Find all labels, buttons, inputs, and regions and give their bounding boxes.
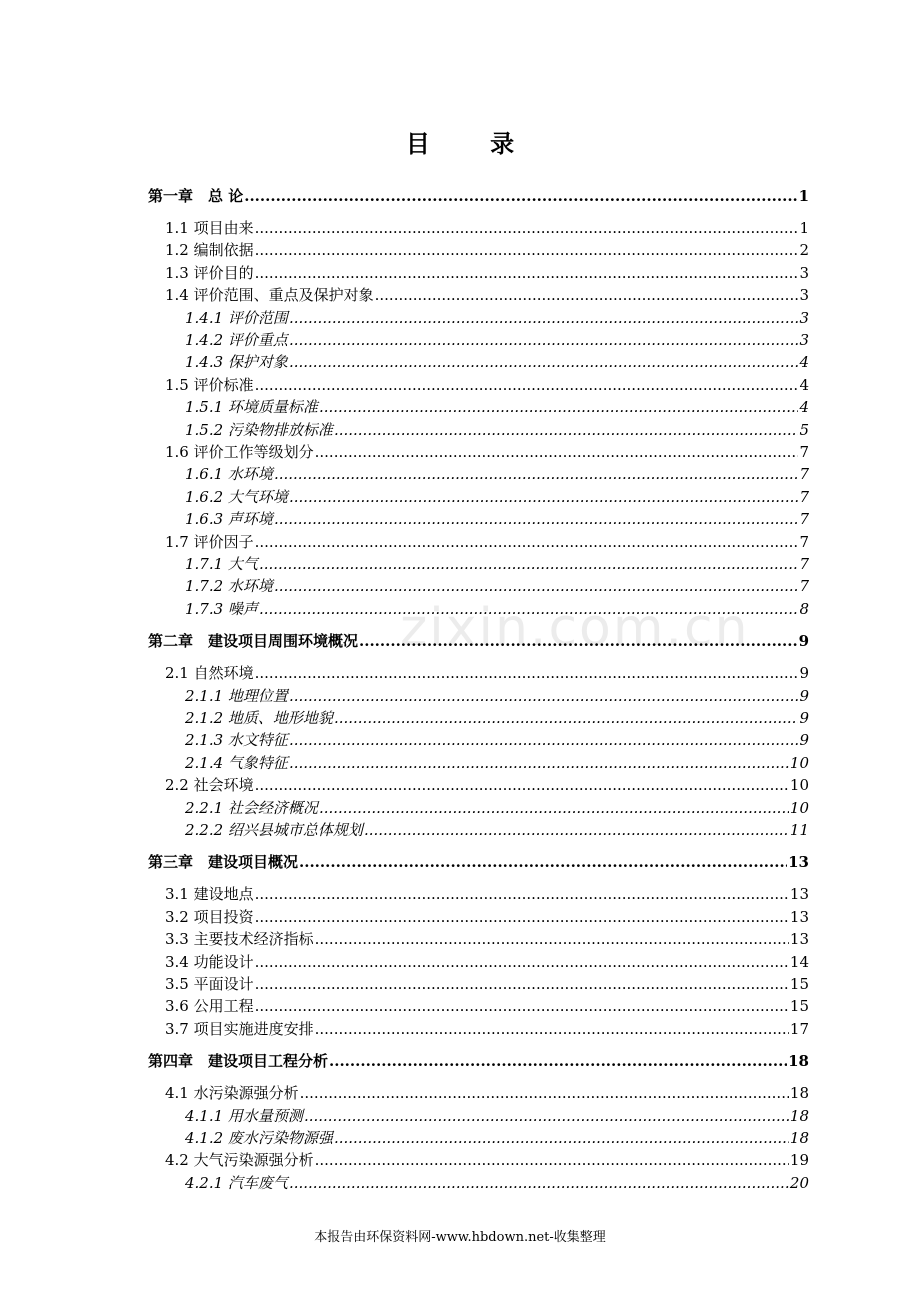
toc-subsection-entry[interactable] — [185, 487, 809, 507]
toc-page-number: 10 — [789, 776, 809, 795]
toc-page-number: 15 — [789, 975, 809, 993]
toc-page-number: 18 — [789, 1106, 809, 1125]
toc-section-entry[interactable] — [165, 442, 809, 462]
toc-entry-title: 2.1.2 地质、地形地貌 — [185, 709, 333, 727]
toc-subsection-entry[interactable] — [185, 330, 809, 350]
toc-leader-dots — [364, 820, 789, 840]
toc-page-number: 17 — [789, 1019, 809, 1038]
toc-leader-dots — [300, 1083, 789, 1103]
toc-entry-title: 第三章 建设项目概况 — [148, 853, 299, 872]
toc-chapter-entry[interactable] — [148, 631, 809, 651]
toc-leader-dots — [334, 1128, 789, 1148]
toc-page-number: 7 — [799, 555, 809, 573]
toc-leader-dots — [255, 974, 789, 994]
toc-leader-dots — [289, 308, 799, 328]
toc-entry-title: 3.3 主要技术经济指标 — [165, 930, 314, 949]
toc-page-number: 18 — [788, 1052, 809, 1071]
toc-leader-dots — [259, 599, 799, 619]
toc-leader-dots — [319, 798, 789, 818]
toc-entry-title: 4.1 水污染源强分析 — [165, 1084, 299, 1103]
toc-entry-title: 1.4.3 保护对象 — [185, 353, 288, 372]
toc-subsection-entry[interactable] — [185, 420, 809, 440]
toc-leader-dots — [255, 263, 799, 283]
toc-section-entry[interactable] — [165, 884, 809, 904]
toc-leader-dots — [299, 852, 787, 872]
toc-entry-title: 2.2 社会环境 — [165, 776, 254, 795]
toc-leader-dots — [334, 708, 799, 728]
toc-section-entry[interactable] — [165, 285, 809, 305]
toc-subsection-entry[interactable] — [185, 397, 809, 417]
toc-entry-title: 第二章 建设项目周围环境概况 — [148, 632, 359, 651]
toc-subsection-entry[interactable] — [185, 576, 809, 596]
toc-leader-dots — [359, 631, 798, 651]
toc-entry-title: 1.6 评价工作等级划分 — [165, 443, 314, 461]
watermark: zixin.com.cn — [400, 598, 750, 658]
toc-entry-title: 4.1.2 废水污染物源强 — [185, 1129, 333, 1147]
toc-entry-title: 1.7.2 水环境 — [185, 577, 273, 596]
toc-leader-dots — [289, 730, 799, 750]
toc-page-number: 7 — [799, 443, 809, 461]
toc-section-entry[interactable] — [165, 1150, 809, 1170]
toc-entry-title: 2.2.2 绍兴县城市总体规划 — [185, 821, 363, 839]
toc-entry-title: 1.3 评价目的 — [165, 263, 254, 282]
toc-subsection-entry[interactable] — [185, 509, 809, 529]
toc-entry-title: 4.2 大气污染源强分析 — [165, 1151, 314, 1170]
toc-leader-dots — [304, 1106, 789, 1126]
toc-entry-title: 2.1.4 气象特征 — [185, 753, 288, 772]
toc-page-number: 9 — [799, 709, 809, 727]
toc-entry-title: 第四章 建设项目工程分析 — [148, 1052, 329, 1071]
toc-leader-dots — [255, 996, 789, 1016]
toc-page-number: 7 — [799, 577, 809, 596]
toc-entry-title: 1.6.2 大气环境 — [185, 487, 288, 506]
toc-leader-dots — [255, 375, 799, 395]
toc-leader-dots — [255, 952, 789, 972]
toc-leader-dots — [289, 352, 799, 372]
toc-subsection-entry[interactable] — [185, 1106, 809, 1126]
toc-page-number: 7 — [799, 510, 809, 529]
toc-page-number: 1 — [799, 219, 809, 237]
toc-section-entry[interactable] — [165, 663, 809, 683]
toc-subsection-entry[interactable] — [185, 554, 809, 574]
toc-page-number: 7 — [799, 465, 809, 484]
toc-page-number: 9 — [799, 731, 809, 750]
toc-leader-dots — [289, 330, 799, 350]
toc-leader-dots — [255, 663, 799, 683]
toc-section-entry[interactable] — [165, 775, 809, 795]
toc-subsection-entry[interactable] — [185, 1128, 809, 1148]
toc-page-number: 18 — [789, 1129, 809, 1147]
toc-subsection-entry[interactable] — [185, 464, 809, 484]
toc-leader-dots — [315, 442, 799, 462]
toc-entry-title: 1.7 评价因子 — [165, 532, 254, 551]
toc-section-entry[interactable] — [165, 218, 809, 238]
toc-leader-dots — [255, 218, 799, 238]
toc-entry-title: 1.7.1 大气 — [185, 555, 258, 573]
toc-subsection-entry[interactable] — [185, 352, 809, 372]
toc-leader-dots — [259, 554, 799, 574]
toc-entry-title: 第一章 总 论 — [148, 187, 244, 205]
page-title: 目 录 — [405, 129, 541, 158]
toc-section-entry[interactable] — [165, 996, 809, 1016]
toc-leader-dots — [274, 576, 799, 596]
toc-section-entry[interactable] — [165, 532, 809, 552]
toc-subsection-entry[interactable] — [185, 708, 809, 728]
toc-subsection-entry[interactable] — [185, 308, 809, 328]
toc-entry-title: 1.1 项目由来 — [165, 219, 254, 237]
toc-page-number: 3 — [799, 308, 809, 327]
toc-page-number: 3 — [799, 263, 809, 282]
toc-page-number: 13 — [789, 907, 809, 926]
page-footer: 本报告由环保资料网-www.hbdown.net-收集整理 — [314, 1230, 606, 1245]
toc-page-number: 15 — [789, 997, 809, 1016]
toc-section-entry[interactable] — [165, 907, 809, 927]
toc-page-number: 13 — [789, 885, 809, 904]
toc-page-number: 9 — [799, 664, 809, 683]
toc-leader-dots — [289, 753, 789, 773]
toc-entry-title: 1.4.1 评价范围 — [185, 308, 288, 327]
toc-page-number: 4 — [799, 375, 809, 394]
toc-page-number: 10 — [789, 753, 809, 772]
toc-page-number: 3 — [799, 331, 809, 349]
toc-page-number: 9 — [799, 686, 809, 705]
toc-subsection-entry[interactable] — [185, 820, 809, 840]
toc-section-entry[interactable] — [165, 974, 809, 994]
toc-page-number: 8 — [799, 599, 809, 618]
toc-page-number: 1 — [798, 187, 809, 205]
toc-leader-dots — [319, 397, 799, 417]
toc-leader-dots — [255, 775, 789, 795]
toc-entry-title: 1.5.2 污染物排放标准 — [185, 420, 333, 439]
toc-leader-dots — [329, 1051, 787, 1071]
toc-leader-dots — [315, 1019, 789, 1039]
toc-page-number: 9 — [798, 632, 809, 651]
toc-subsection-entry[interactable] — [185, 599, 809, 619]
toc-subsection-entry[interactable] — [185, 730, 809, 750]
toc-leader-dots — [334, 420, 799, 440]
toc-page-number: 20 — [789, 1173, 809, 1192]
toc-page-number: 14 — [789, 952, 809, 971]
toc-entry-title: 4.2.1 汽车废气 — [185, 1173, 288, 1192]
toc-subsection-entry[interactable] — [185, 798, 809, 818]
toc-page-number: 11 — [789, 821, 809, 839]
toc-entry-title: 1.4.2 评价重点 — [185, 331, 288, 349]
toc-leader-dots — [244, 186, 797, 206]
toc-page-number: 13 — [788, 853, 809, 872]
toc-chapter-entry[interactable] — [148, 1051, 809, 1071]
toc-entry-title: 4.1.1 用水量预测 — [185, 1106, 303, 1125]
toc-entry-title: 1.4 评价范围、重点及保护对象 — [165, 286, 374, 305]
toc-page-number: 4 — [799, 398, 809, 417]
toc-entry-title: 3.7 项目实施进度安排 — [165, 1019, 314, 1038]
toc-leader-dots — [289, 1173, 789, 1193]
toc-entry-title: 1.5.1 环境质量标准 — [185, 398, 318, 417]
toc-entry-title: 2.1.3 水文特征 — [185, 731, 288, 750]
toc-entry-title: 3.5 平面设计 — [165, 975, 254, 993]
toc-entry-title: 3.2 项目投资 — [165, 907, 254, 926]
toc-section-entry[interactable] — [165, 1083, 809, 1103]
toc-page-number: 7 — [799, 532, 809, 551]
toc-subsection-entry[interactable] — [185, 753, 809, 773]
toc-section-entry[interactable] — [165, 929, 809, 949]
toc-page-number: 7 — [799, 487, 809, 506]
toc-entry-title: 1.6.3 声环境 — [185, 510, 273, 529]
toc-page-number: 19 — [789, 1151, 809, 1170]
toc-entry-title: 2.1.1 地理位置 — [185, 686, 288, 705]
toc-page-number: 13 — [789, 930, 809, 949]
toc-leader-dots — [274, 464, 799, 484]
toc-leader-dots — [289, 487, 799, 507]
toc-section-entry[interactable] — [165, 952, 809, 972]
toc-leader-dots — [315, 929, 789, 949]
toc-subsection-entry[interactable] — [185, 686, 809, 706]
toc-entry-title: 1.6.1 水环境 — [185, 465, 273, 484]
toc-leader-dots — [255, 240, 799, 260]
toc-leader-dots — [375, 285, 799, 305]
toc-section-entry[interactable] — [165, 263, 809, 283]
toc-leader-dots — [255, 532, 799, 552]
toc-entry-title: 1.7.3 噪声 — [185, 599, 258, 618]
toc-entry-title: 3.6 公用工程 — [165, 997, 254, 1016]
toc-page-number: 2 — [799, 241, 809, 260]
toc-section-entry[interactable] — [165, 240, 809, 260]
toc-leader-dots — [289, 686, 799, 706]
toc-page-number: 18 — [789, 1084, 809, 1103]
toc-leader-dots — [315, 1150, 789, 1170]
toc-entry-title: 3.4 功能设计 — [165, 952, 254, 971]
toc-entry-title: 3.1 建设地点 — [165, 885, 254, 904]
toc-page-number: 10 — [789, 798, 809, 817]
toc-leader-dots — [255, 884, 789, 904]
toc-subsection-entry[interactable] — [185, 1173, 809, 1193]
toc-entry-title: 1.5 评价标准 — [165, 375, 254, 394]
toc-entry-title: 1.2 编制依据 — [165, 241, 254, 260]
toc-chapter-entry[interactable] — [148, 852, 809, 872]
toc-section-entry[interactable] — [165, 1019, 809, 1039]
toc-page-number: 5 — [799, 420, 809, 439]
toc-page-number: 3 — [799, 286, 809, 305]
toc-leader-dots — [274, 509, 799, 529]
toc-entry-title: 2.1 自然环境 — [165, 664, 254, 683]
toc-chapter-entry[interactable] — [148, 186, 809, 206]
toc-entry-title: 2.2.1 社会经济概况 — [185, 798, 318, 817]
toc-page-number: 4 — [799, 353, 809, 372]
toc-leader-dots — [255, 907, 789, 927]
toc-section-entry[interactable] — [165, 375, 809, 395]
